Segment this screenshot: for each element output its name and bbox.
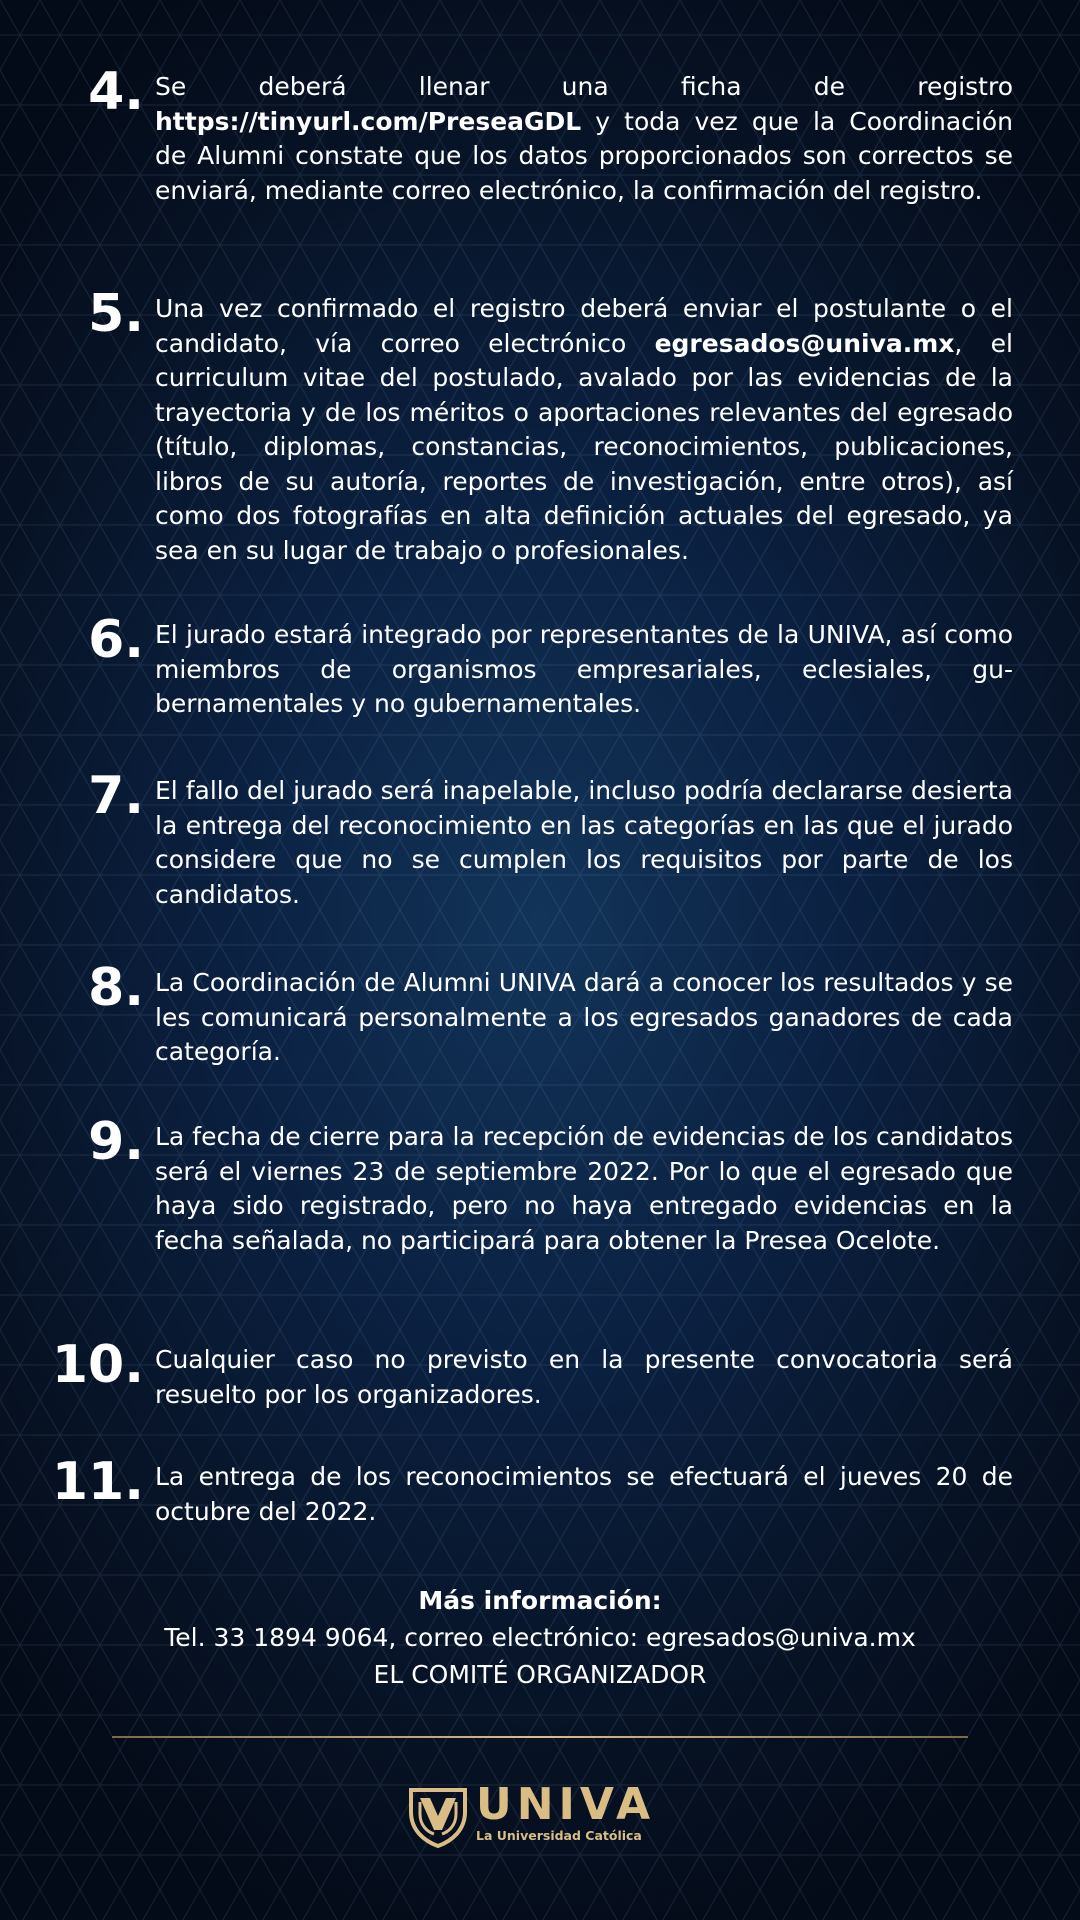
contact-info: [0, 1582, 1080, 1693]
item-text: Una vez confirmado el registro deberá enviar el postulante o el candidato, vía correo electrónico egresados@univa.mx, el curriculum vitae del postulado, avalado por las evidencias de la trayectoria y de los méritos o aportaciones relevantes del egresado (título, diplomas, constancias, reconocimientos, publicaciones, libros de su autoría, reportes de investigación, entre otros), así como dos fotografías en alta definición actuales del egresado, ya sea en su lugar de trabajo o profesionales.: [155, 294, 1013, 565]
item-text: Se deberá llenar una ficha de registro https://tinyurl.com/PreseaGDL y toda vez que la Coordinación de Alumni constate que los datos proporcionados son correctos se enviará, mediante correo electrónico, la confirmación del registro.: [155, 72, 1013, 205]
item-text: La entrega de los reconocimientos se efectuará el jueves 20 de octubre del 2022.: [155, 1462, 1013, 1526]
gold-divider: [112, 1736, 968, 1738]
item-number: 6.: [88, 610, 144, 670]
contact-line: Tel. 33 1894 9064, correo electrónico: egresados@univa.mx: [164, 1623, 916, 1652]
registration-link[interactable]: https://tinyurl.com/PreseaGDL: [155, 106, 582, 136]
email-link[interactable]: egresados@univa.mx: [654, 328, 955, 358]
univa-shield-icon: [408, 1786, 468, 1848]
item-number: 4.: [88, 62, 144, 122]
item-text: El jurado estará integrado por representantes de la UNIVA, así como miembros de organismos empresariales, eclesiales, gu-bernamentales y no gubernamentales.: [155, 620, 1013, 718]
committee-signature: EL COMITÉ ORGANIZADOR: [373, 1660, 707, 1689]
univa-logo: [408, 1779, 672, 1848]
logo-tagline: La Universidad Católica: [476, 1828, 642, 1843]
logo-wordmark: UNIVA: [476, 1779, 656, 1830]
item-number: 9.: [88, 1112, 144, 1172]
item-text: El fallo del jurado será inapelable, incluso podría declararse desierta la entrega del reconocimiento en las categorías en las que el jurado considere que no se cumplen los requisitos por parte de los candidatos.: [155, 776, 1013, 909]
item-number: 8.: [88, 958, 144, 1018]
item-number: 7.: [88, 766, 144, 826]
item-number: 11.: [51, 1452, 144, 1512]
item-text: La Coordinación de Alumni UNIVA dará a conocer los resultados y se les comunicará personalmente a los egresados ganadores de cada categoría.: [155, 968, 1013, 1066]
item-number: 5.: [88, 284, 144, 344]
item-text: Cualquier caso no previsto en la presente convocatoria será resuelto por los organizadores.: [155, 1345, 1013, 1409]
more-info-title: Más información:: [418, 1586, 662, 1615]
item-number: 10.: [51, 1335, 144, 1395]
item-text: La fecha de cierre para la recepción de evidencias de los candidatos será el viernes 23 de septiembre 2022. Por lo que el egresado que haya sido registrado, pero no haya entregado evidencias en la fecha señalada, no participará para obtener la Presea Ocelote.: [155, 1122, 1013, 1255]
